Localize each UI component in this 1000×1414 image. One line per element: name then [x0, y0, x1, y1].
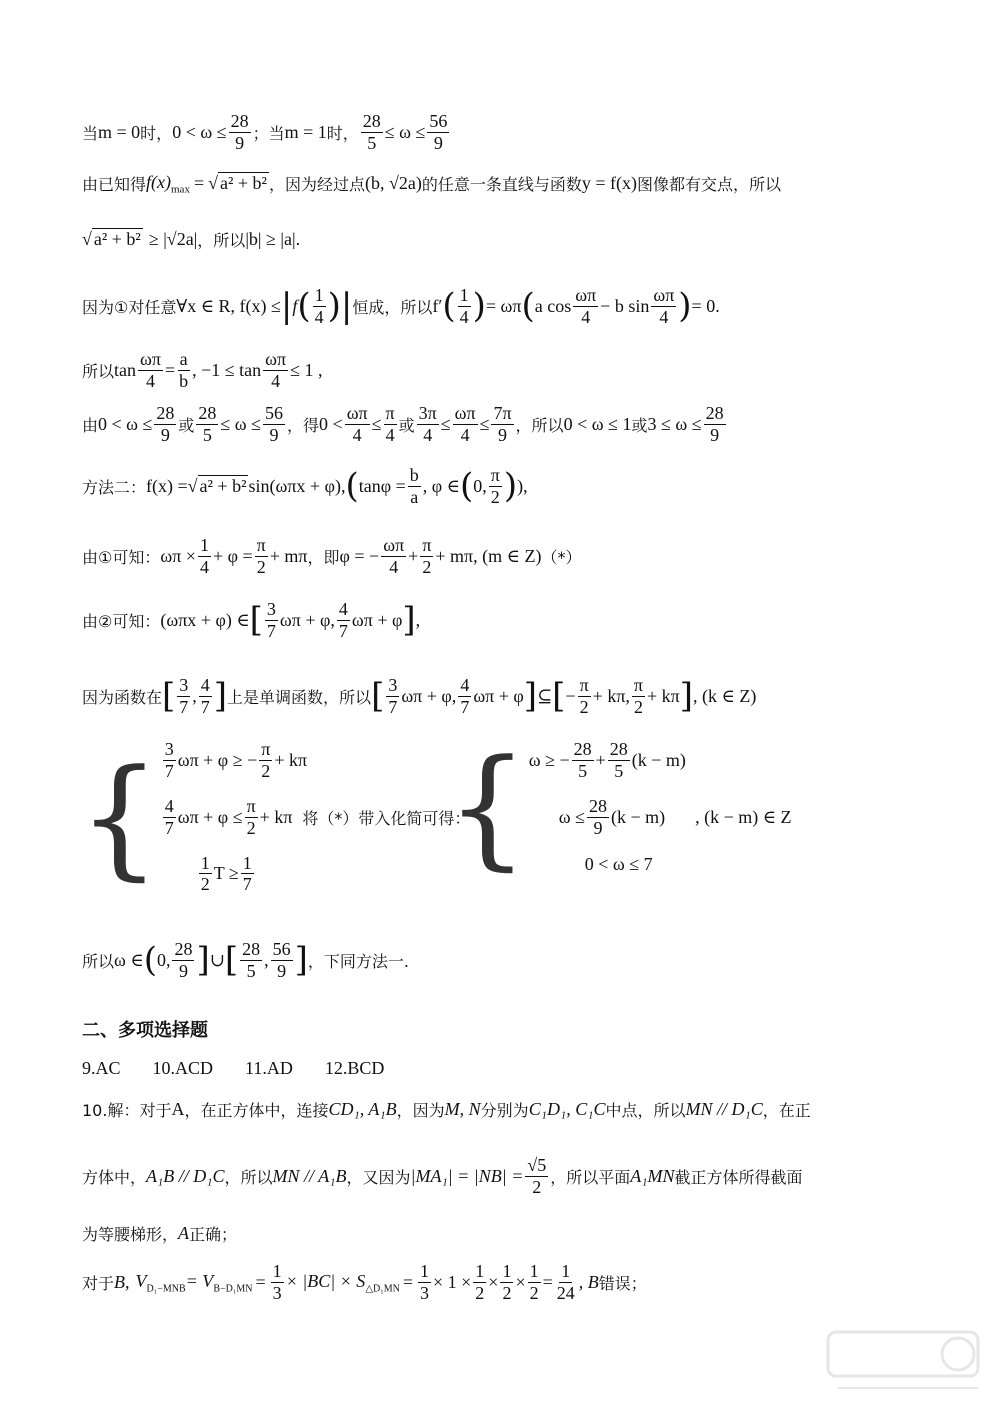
den: 3	[272, 1282, 282, 1303]
fraction	[229, 112, 251, 153]
math: , (k ∈ Z)	[693, 685, 757, 706]
den: 7	[338, 620, 348, 641]
num: 56	[272, 939, 291, 959]
math: ×	[488, 1271, 499, 1292]
solution-line-6	[82, 404, 940, 445]
text: 当	[82, 123, 99, 143]
num: 3	[164, 739, 174, 759]
math: CD₁, A₁B	[328, 1099, 397, 1119]
num: 1	[314, 285, 324, 305]
q10-line-b	[82, 1156, 940, 1197]
math: 0,	[156, 949, 171, 970]
solution-line-8	[82, 536, 940, 577]
watermark-icon	[818, 1328, 988, 1408]
math: ⊆	[537, 685, 553, 706]
fraction	[361, 112, 383, 153]
den: 4	[460, 424, 470, 445]
fraction	[573, 286, 598, 327]
num: ωπ	[140, 349, 161, 369]
den: b	[179, 370, 189, 391]
num: 1	[419, 1261, 429, 1281]
num: ωπ	[454, 403, 476, 423]
num: 28	[705, 403, 724, 423]
text: 方体中，	[82, 1167, 147, 1187]
math: = 0.	[691, 295, 720, 316]
answer-list	[82, 1058, 940, 1079]
num: 28	[174, 939, 193, 959]
num: 28	[242, 939, 261, 959]
math: ωπ + φ ≥ −	[177, 749, 258, 770]
text: ，因为	[396, 1101, 445, 1120]
den: 2	[532, 1176, 542, 1197]
den: 4	[423, 424, 433, 445]
math: +	[595, 749, 606, 770]
text: 的任意一条直线与函数	[421, 175, 582, 195]
num: 4	[164, 795, 174, 816]
math: = ωπ	[485, 295, 522, 316]
math: ≤	[479, 413, 490, 434]
text: 因为函数在	[82, 687, 163, 707]
num: a	[179, 349, 188, 369]
text: 正确；	[189, 1225, 238, 1244]
math: a cos	[534, 295, 572, 316]
subscript: △D₁MN	[365, 1283, 400, 1295]
radicand: a² + b²	[199, 475, 247, 496]
math: =	[255, 1271, 266, 1292]
num: π	[490, 465, 500, 485]
math: (ωπx + φ) ∈	[160, 609, 250, 630]
den: 4	[385, 424, 395, 445]
math: + mπ, (m ∈ Z)	[435, 545, 542, 566]
math: ∀x ∈ R, f(x) ≤	[176, 295, 281, 316]
math: MN // A₁B	[272, 1165, 347, 1186]
math: , B	[578, 1271, 599, 1292]
num: π	[261, 739, 271, 759]
den: 7	[179, 696, 189, 717]
den: 2	[475, 1282, 485, 1303]
num: 1	[459, 285, 469, 305]
math: − b sin	[600, 295, 650, 316]
math: ω ≥ −	[528, 749, 570, 770]
text: 上是单调函数，所以	[227, 687, 372, 707]
num: 1	[272, 1261, 282, 1281]
text: 时，	[326, 123, 359, 143]
num: ωπ	[575, 285, 597, 305]
math: ×	[515, 1271, 526, 1292]
den: 9	[498, 424, 507, 445]
text: 由	[82, 415, 99, 435]
num: 56	[429, 111, 448, 131]
den: 9	[593, 817, 603, 838]
solution-line-7: 方法二： f(x) = √ a² + b² sin(ωπx + φ), ( tanφ = $\frac{b}{a}$ , φ ∈ ( 0, $\frac{\pi}{2}$ ) ),	[82, 465, 528, 507]
text: 错误；	[598, 1273, 647, 1293]
text: ，所以	[224, 1167, 273, 1187]
num: 28	[573, 739, 592, 759]
num: 28	[609, 739, 628, 759]
q10-line-c	[82, 1222, 940, 1245]
den: 9	[269, 424, 279, 445]
math: V	[135, 1270, 147, 1291]
num: 4	[200, 675, 210, 695]
math: ),	[517, 475, 528, 496]
math: ω ≤	[558, 806, 585, 827]
den: 4	[145, 370, 155, 391]
math: ω ∈	[114, 949, 144, 970]
den: 7	[200, 696, 210, 717]
text: ，在正方体中，连接	[184, 1101, 329, 1120]
math: 0 <	[319, 413, 343, 434]
math: T ≥	[213, 863, 239, 884]
math: m = 1	[284, 121, 327, 142]
den: 4	[389, 556, 399, 577]
radicand: a² + b²	[93, 229, 141, 249]
math: , φ ∈	[422, 475, 460, 496]
den: 4	[199, 556, 209, 577]
text: 所以	[82, 951, 115, 971]
text: 或	[398, 415, 415, 435]
fraction	[177, 350, 190, 391]
den: 3	[419, 1282, 429, 1303]
num: ωπ	[383, 535, 405, 555]
num: 3	[388, 675, 398, 695]
text: 由已知得	[82, 175, 147, 195]
solution-line-11: 所以 ω ∈ ( 0, $\frac{28}{9}$ ] ∪ [ $\frac{28}{5}$ , $\frac{56}{9}$ ] ，下同方法一.	[82, 939, 409, 981]
den: 7	[242, 874, 252, 895]
math: |b| ≥ |a|.	[245, 229, 301, 249]
num: b	[409, 465, 419, 485]
subscript: max	[171, 183, 190, 196]
math: +	[408, 545, 419, 566]
den: 4	[271, 370, 281, 391]
num: ωπ	[653, 285, 675, 305]
math: m = 0	[98, 121, 141, 142]
num: π	[579, 675, 589, 695]
den: 7	[388, 696, 398, 717]
den: 4	[459, 306, 469, 327]
den: 2	[633, 696, 643, 717]
math: A	[171, 1099, 185, 1119]
den: 2	[256, 556, 266, 577]
den: 9	[433, 132, 443, 153]
math: ≤ ω ≤	[384, 121, 426, 142]
num: 1	[475, 1261, 485, 1281]
num: 7π	[493, 403, 512, 423]
math: ωπ + φ,	[401, 685, 457, 706]
fraction	[263, 350, 288, 391]
num: 28	[156, 403, 175, 423]
den: 4	[581, 306, 591, 327]
math: f(x) =	[146, 475, 188, 496]
math: ≤	[440, 413, 451, 434]
math: 3 ≤ ω ≤	[647, 413, 702, 434]
text: （*）	[541, 547, 582, 567]
subscript: B−D₁MN	[213, 1283, 253, 1295]
text: ，在正	[762, 1101, 811, 1120]
math: sin(ωπx + φ),	[248, 475, 346, 496]
math: ∪	[209, 949, 225, 970]
num: π	[256, 535, 266, 555]
math: M, N	[444, 1099, 481, 1119]
den: 24	[556, 1282, 575, 1303]
math: MN // D₁C	[685, 1099, 763, 1119]
den: 5	[614, 760, 624, 781]
radicand: a² + b²	[220, 173, 267, 194]
den: 2	[529, 1282, 539, 1303]
den: 7	[164, 817, 174, 838]
text: 为等腰梯形，	[82, 1225, 179, 1244]
section-title: 二、多项选择题	[82, 1020, 208, 1041]
text: 将（*）带入化简可得：	[302, 808, 471, 828]
math: =	[193, 173, 205, 194]
inequality-system-2: { ω ≥ − $\frac{28}{5}$ + $\frac{28}{5}$ (k − m) ω ≤ $\frac{28}{9}$ (k − m) , (k − m) ∈ Z 0 < ω ≤ 7	[446, 731, 792, 884]
num: √5	[527, 1155, 547, 1175]
text: 方法二：	[82, 477, 147, 497]
inequality-system-1: { $\frac{3}{7}$ ωπ + φ ≥ − $\frac{\pi}{2}$ + kπ $\frac{4}{7}$ ωπ + φ ≤ $\frac{\pi}{2}$ + kπ 将（*）带入化简可得： $\frac{1}{2}$ T ≥ $\frac{1}{7}$	[78, 739, 471, 895]
den: 5	[202, 424, 212, 445]
math: × 1 ×	[432, 1271, 472, 1292]
den: 7	[266, 620, 276, 641]
num: 3	[179, 675, 189, 695]
math: ≤ ω ≤	[220, 413, 262, 434]
math: 0 < ω ≤ 7	[584, 853, 653, 874]
den: 9	[160, 424, 170, 445]
text: ，所以	[515, 415, 564, 435]
q10-line-a	[82, 1098, 940, 1121]
num: 28	[198, 403, 217, 423]
math: tan	[114, 359, 137, 380]
text: 由①可知：	[82, 547, 161, 567]
den: 2	[246, 817, 256, 838]
num: 1	[529, 1261, 539, 1281]
math: φ = −	[339, 545, 380, 566]
math: ≥ |√2a|	[148, 229, 198, 249]
text: 或	[178, 415, 195, 435]
math: ωπ + φ ≤	[177, 806, 243, 827]
math: ωπ + φ,	[279, 609, 335, 630]
math: f′	[432, 295, 443, 316]
math: y = f(x)	[581, 173, 637, 194]
math: ,	[264, 949, 269, 970]
num: 1	[200, 852, 210, 873]
text: 10.解：对于	[82, 1101, 172, 1120]
math: tanφ =	[358, 475, 406, 496]
num: π	[633, 675, 644, 695]
den: 2	[490, 486, 500, 507]
math: + kπ	[274, 749, 308, 770]
text: ，所以平面	[550, 1167, 631, 1187]
solution-line-3: √ a² + b² ≥ |√2a| ，所以 |b| ≥ |a|.	[82, 229, 301, 250]
den: 2	[422, 556, 432, 577]
math: A	[178, 1223, 190, 1243]
subscript: D₁−MNB	[146, 1283, 186, 1295]
num: 1	[199, 535, 209, 555]
math: =	[542, 1271, 553, 1292]
den: 2	[200, 874, 210, 895]
text: ；当	[252, 123, 285, 143]
math: 0 < ω ≤ 1	[563, 413, 632, 434]
den: 2	[579, 696, 589, 717]
math: ≤	[371, 413, 382, 434]
num: 3	[266, 599, 276, 619]
text: 所以	[82, 361, 115, 381]
num: π	[385, 403, 395, 423]
text: 图像都有交点，所以	[636, 175, 781, 195]
math: × |BC| × S	[285, 1270, 366, 1291]
answer-12: 12.BCD	[324, 1058, 385, 1078]
den: a	[410, 486, 419, 507]
math: C₁D₁, C₁C	[528, 1099, 606, 1119]
math: =	[164, 359, 176, 380]
den: 7	[164, 760, 174, 781]
num: 3π	[418, 403, 437, 423]
math: + φ =	[212, 545, 253, 566]
math: −	[565, 685, 576, 706]
answer-9: 9.AC	[82, 1058, 121, 1078]
fraction	[138, 350, 163, 391]
fraction	[458, 286, 471, 327]
num: 1	[561, 1261, 571, 1281]
text: 因为①对任意	[82, 297, 177, 317]
solution-line-2: 由已知得 $f(x)_{max}$ = √ a² + b² ，因为经过点 (b, √2a) 的任意一条直线与函数 y = f(x) 图像都有交点，所以	[82, 172, 781, 196]
text: 中点，所以	[605, 1101, 686, 1120]
q10-line-d	[82, 1262, 940, 1303]
num: 56	[265, 403, 284, 423]
math: , (k − m) ∈ Z	[695, 806, 792, 827]
fraction	[313, 286, 326, 327]
math: + kπ	[259, 806, 293, 827]
math: 0 < ω ≤	[98, 413, 153, 434]
text: ，下同方法一.	[307, 951, 409, 971]
math: 0,	[473, 475, 487, 496]
fraction	[651, 286, 676, 327]
text: ，又因为	[346, 1167, 411, 1187]
math: + kπ	[647, 685, 680, 706]
num: π	[422, 535, 432, 555]
num: ωπ	[346, 403, 368, 423]
den: 5	[246, 960, 256, 981]
text: 由②可知：	[82, 611, 161, 631]
solution-line-9: 由②可知： (ωπx + φ) ∈ [ $\frac{3}{7}$ ωπ + φ, $\frac{4}{7}$ ωπ + φ ] ,	[82, 599, 421, 641]
den: 7	[460, 696, 470, 717]
solution-line-1	[82, 112, 940, 153]
den: 5	[367, 132, 377, 153]
math: + kπ,	[592, 685, 630, 706]
math: (k − m)	[631, 749, 686, 770]
math: f(x)	[146, 172, 171, 192]
den: 5	[578, 760, 588, 781]
section-heading	[82, 1016, 940, 1042]
math: 0 < ω ≤	[172, 121, 227, 142]
math: ,	[415, 609, 421, 630]
math: |MA₁| = |NB| =	[410, 1165, 524, 1186]
math: (k − m)	[610, 806, 666, 827]
num: 1	[502, 1261, 512, 1281]
den: 4	[314, 306, 324, 327]
den: 2	[261, 760, 271, 781]
den: 4	[659, 306, 669, 327]
num: 4	[338, 599, 348, 619]
math: = V	[185, 1270, 214, 1291]
math: ≤ 1 ,	[290, 359, 323, 380]
solution-line-10: 因为函数在 [ $\frac{3}{7}$ , $\frac{4}{7}$ ] 上是单调函数，所以 [ $\frac{3}{7}$ ωπ + φ, $\frac{4}{7}$ ωπ + φ ] ⊆ [ − $\frac{\pi}{2}$ + kπ, $\frac{\pi}{2}$ + kπ ] , (k ∈ Z)	[82, 675, 757, 717]
den: 9	[178, 960, 188, 981]
num: 28	[230, 111, 249, 131]
math: ωπ + φ	[351, 609, 403, 630]
solution-line-5	[82, 350, 940, 391]
math: ωπ + φ	[473, 685, 524, 706]
text: ，即	[307, 547, 340, 567]
text: 或	[631, 415, 648, 435]
den: 9	[235, 132, 245, 153]
math: B,	[114, 1271, 130, 1292]
text: ，得	[287, 415, 320, 435]
text: 时，	[140, 123, 173, 143]
watermark-logo	[818, 1328, 988, 1408]
den: 4	[352, 424, 362, 445]
math: + mπ	[269, 545, 308, 566]
num: 28	[588, 795, 607, 816]
math: A₁B // D₁C	[146, 1165, 225, 1186]
math: , −1 ≤ tan	[192, 359, 262, 380]
math: (b, √2a)	[364, 173, 422, 194]
answer-11: 11.AD	[245, 1058, 293, 1078]
num: ωπ	[265, 349, 287, 369]
num: π	[246, 795, 256, 816]
math: A₁MN	[630, 1165, 675, 1186]
fraction	[427, 112, 449, 153]
solution-line-4: 因为①对任意 ∀x ∈ R, f(x) ≤ | f ( $\frac{1}{4}$ )| 恒成，所以 f′ ( $\frac{1}{4}$ ) = ωπ ( a cos $\frac{\omega\pi}{4}$ − b sin $\frac{\omega\pi}{4}$ ) = 0.	[82, 285, 720, 327]
math: =	[402, 1271, 413, 1292]
num: 4	[460, 675, 470, 695]
math: ,	[192, 685, 197, 706]
den: 9	[277, 960, 287, 981]
math: ωπ ×	[160, 545, 196, 566]
text: 截正方体所得截面	[674, 1167, 803, 1187]
text: 对于	[82, 1273, 115, 1293]
den: 2	[502, 1282, 512, 1303]
text: ，所以	[197, 231, 246, 250]
num: 1	[242, 852, 252, 873]
den: 9	[710, 424, 720, 445]
text: 恒成，所以	[352, 297, 433, 317]
answer-10: 10.ACD	[152, 1058, 214, 1078]
text: 分别为	[480, 1101, 529, 1120]
num: 28	[362, 111, 381, 131]
text: ，因为经过点	[268, 175, 365, 195]
